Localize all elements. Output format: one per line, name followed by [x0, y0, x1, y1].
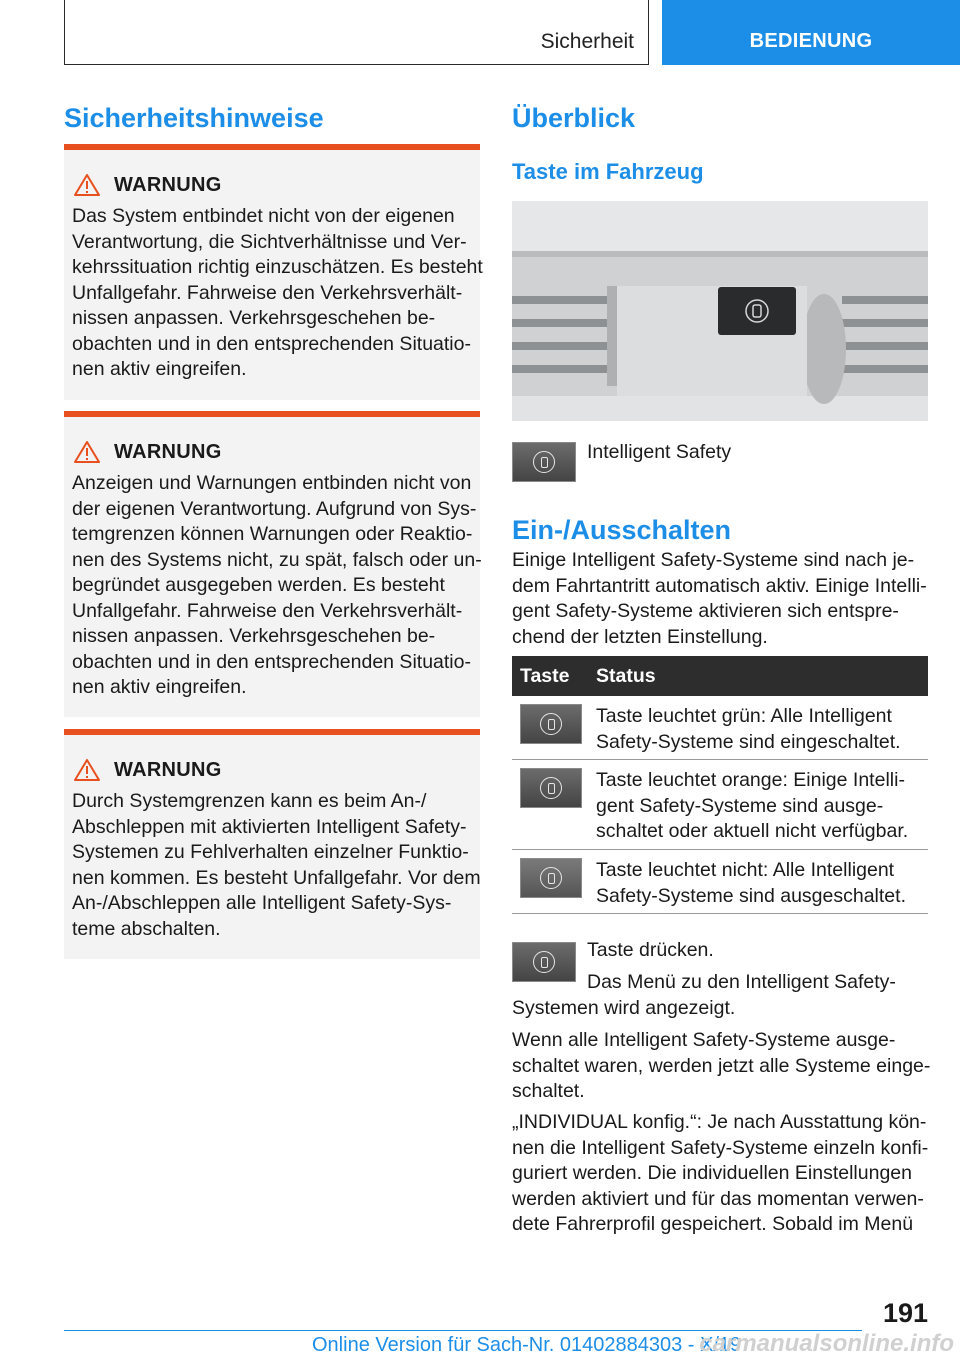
paragraph-line: Wenn alle Intelligent Safety-Systeme ausge-	[512, 1029, 896, 1051]
table-row	[512, 760, 928, 850]
warning-title: WARNUNG	[114, 440, 222, 463]
status-text	[596, 704, 901, 755]
table-row	[512, 850, 928, 914]
warning-line: Anzeigen und Warnungen entbinden nicht von	[72, 472, 472, 494]
status-line: Taste leuchtet orange: Einige Intelli-	[596, 769, 905, 791]
site-watermark: carmanualsonline.info	[699, 1330, 954, 1357]
warning-text	[72, 789, 481, 942]
table-row	[512, 696, 928, 760]
paragraph-line: dete Fahrerprofil gespeichert. Sobald im Menü	[512, 1213, 914, 1235]
paragraph-line: schaltet waren, werden jetzt alle Systeme einge-	[512, 1054, 931, 1077]
overview-heading: Überblick	[512, 103, 636, 133]
status-text	[596, 858, 906, 909]
warning-line: Unfallgefahr. Fahrweise den Verkehrsverhält-	[72, 281, 463, 304]
intro-line: Einige Intelligent Safety-Systeme sind nach je-	[512, 549, 915, 571]
warning-line: begründet ausgegeben werden. Es besteht	[72, 574, 445, 596]
warning-triangle-icon	[74, 173, 100, 197]
intelligent-safety-button-green-icon	[520, 704, 582, 744]
warning-line: nen des Systems nicht, zu spät, falsch oder un-	[72, 548, 482, 571]
on-off-heading: Ein-/Ausschalten	[512, 515, 732, 545]
paragraph-line: Systemen wird angezeigt.	[512, 996, 736, 1019]
warning-header	[72, 172, 472, 198]
status-line: schaltet oder aktuell nicht verfügbar.	[596, 820, 909, 842]
column-header-button: Taste	[520, 664, 570, 687]
status-text	[596, 768, 908, 845]
safety-notes-heading: Sicherheitshinweise	[64, 103, 324, 133]
warning-line: obachten und in den entsprechenden Situatio-	[72, 332, 471, 355]
warning-line: Systemen zu Fehlverhalten einzelner Funktio-	[72, 841, 469, 863]
header-chapter-title: BEDIENUNG	[749, 30, 873, 52]
paragraph-line: nen die Intelligent Safety-Systeme einzeln konfi-	[512, 1136, 929, 1159]
intro-line: chend der letzten Einstellung.	[512, 625, 768, 648]
header-section-box	[64, 0, 649, 65]
intro-line: dem Fahrtantritt automatisch aktiv. Einige Intelli-	[512, 574, 927, 597]
warning-line: obachten und in den entsprechenden Situatio-	[72, 650, 471, 673]
warning-line: der eigenen Verantwortung. Aufgrund von Sys-	[72, 497, 477, 520]
status-line: Safety-Systeme sind ausgeschaltet.	[596, 884, 906, 907]
paragraph-line: Das Menü zu den Intelligent Safety-	[587, 971, 896, 993]
warning-header	[72, 439, 472, 465]
paragraph-line: schaltet.	[512, 1080, 585, 1102]
warning-line: Verantwortung, die Sichtverhältnisse und Ver-	[72, 230, 467, 253]
warning-line: Das System entbindet nicht von der eigenen	[72, 205, 455, 227]
button-in-vehicle-heading: Taste im Fahrzeug	[512, 159, 704, 184]
warning-line: Unfallgefahr. Fahrweise den Verkehrsverhält-	[72, 599, 463, 622]
header-chapter-tab	[662, 0, 960, 65]
paragraph-line: werden aktiviert und für das momentan verwen-	[512, 1187, 924, 1210]
status-line: Taste leuchtet grün: Alle Intelligent	[596, 705, 892, 727]
warning-line: nen kommen. Es besteht Unfallgefahr. Vor dem	[72, 866, 481, 889]
warning-line: nissen anpassen. Verkehrsgeschehen be-	[72, 625, 436, 647]
button-status-table	[512, 656, 928, 914]
warning-line: temgrenzen können Warnungen oder Reaktio-	[72, 523, 473, 545]
paragraph-line: guriert werden. Die individuellen Einstellungen	[512, 1162, 912, 1184]
intelligent-safety-button-icon	[512, 442, 576, 482]
warning-title: WARNUNG	[114, 173, 222, 196]
warning-line: nen aktiv eingreifen.	[72, 358, 247, 380]
intelligent-safety-button-orange-icon	[520, 768, 582, 808]
warning-box-1	[64, 144, 483, 400]
dashboard-photo-illustration	[512, 201, 928, 421]
table-header-row	[512, 656, 928, 696]
warning-line: kehrssituation richtig einzuschätzen. Es besteht	[72, 256, 483, 278]
column-header-status: Status	[596, 664, 656, 687]
online-version-text: Online Version für Sach-Nr. 01402884303 - X/19	[312, 1334, 742, 1356]
warning-line: Abschleppen mit aktivierten Intelligent Safety-	[72, 815, 467, 838]
warning-triangle-icon	[74, 758, 100, 782]
menu-shown-text	[512, 970, 928, 1021]
warning-box-3	[64, 729, 480, 959]
intro-line: gent Safety-Systeme aktivieren sich entspre-	[512, 600, 899, 622]
individual-config-text	[512, 1110, 928, 1238]
status-line: Taste leuchtet nicht: Alle Intelligent	[596, 859, 895, 881]
all-systems-text	[512, 1028, 931, 1105]
warning-line: Durch Systemgrenzen kann es beim An-/	[72, 790, 427, 812]
warning-box-2	[64, 411, 480, 717]
intro-text	[512, 548, 928, 650]
warning-line: teme abschalten.	[72, 917, 221, 940]
warning-line: nen aktiv eingreifen.	[72, 676, 247, 698]
page-number: 191	[882, 1298, 928, 1328]
intelligent-safety-button-off-icon	[520, 858, 582, 898]
header-section-title: Sicherheit	[540, 30, 634, 53]
warning-text	[72, 471, 482, 701]
warning-title: WARNUNG	[114, 758, 222, 781]
right-column	[512, 100, 931, 1235]
warning-line: nissen anpassen. Verkehrsgeschehen be-	[72, 307, 436, 329]
button-caption: Intelligent Safety	[587, 441, 732, 463]
warning-triangle-icon	[74, 440, 100, 464]
press-instruction: Taste drücken.	[587, 939, 714, 961]
warning-header	[72, 757, 472, 783]
vehicle-button-photo	[512, 201, 928, 421]
left-column	[64, 100, 483, 940]
paragraph-line: „INDIVIDUAL konfig.“: Je nach Ausstattung kön-	[512, 1111, 927, 1133]
status-line: gent Safety-Systeme sind ausge-	[596, 794, 884, 817]
status-line: Safety-Systeme sind eingeschaltet.	[596, 730, 901, 753]
warning-line: An-/Abschleppen alle Intelligent Safety-Sys-	[72, 892, 452, 914]
warning-text	[72, 204, 483, 383]
